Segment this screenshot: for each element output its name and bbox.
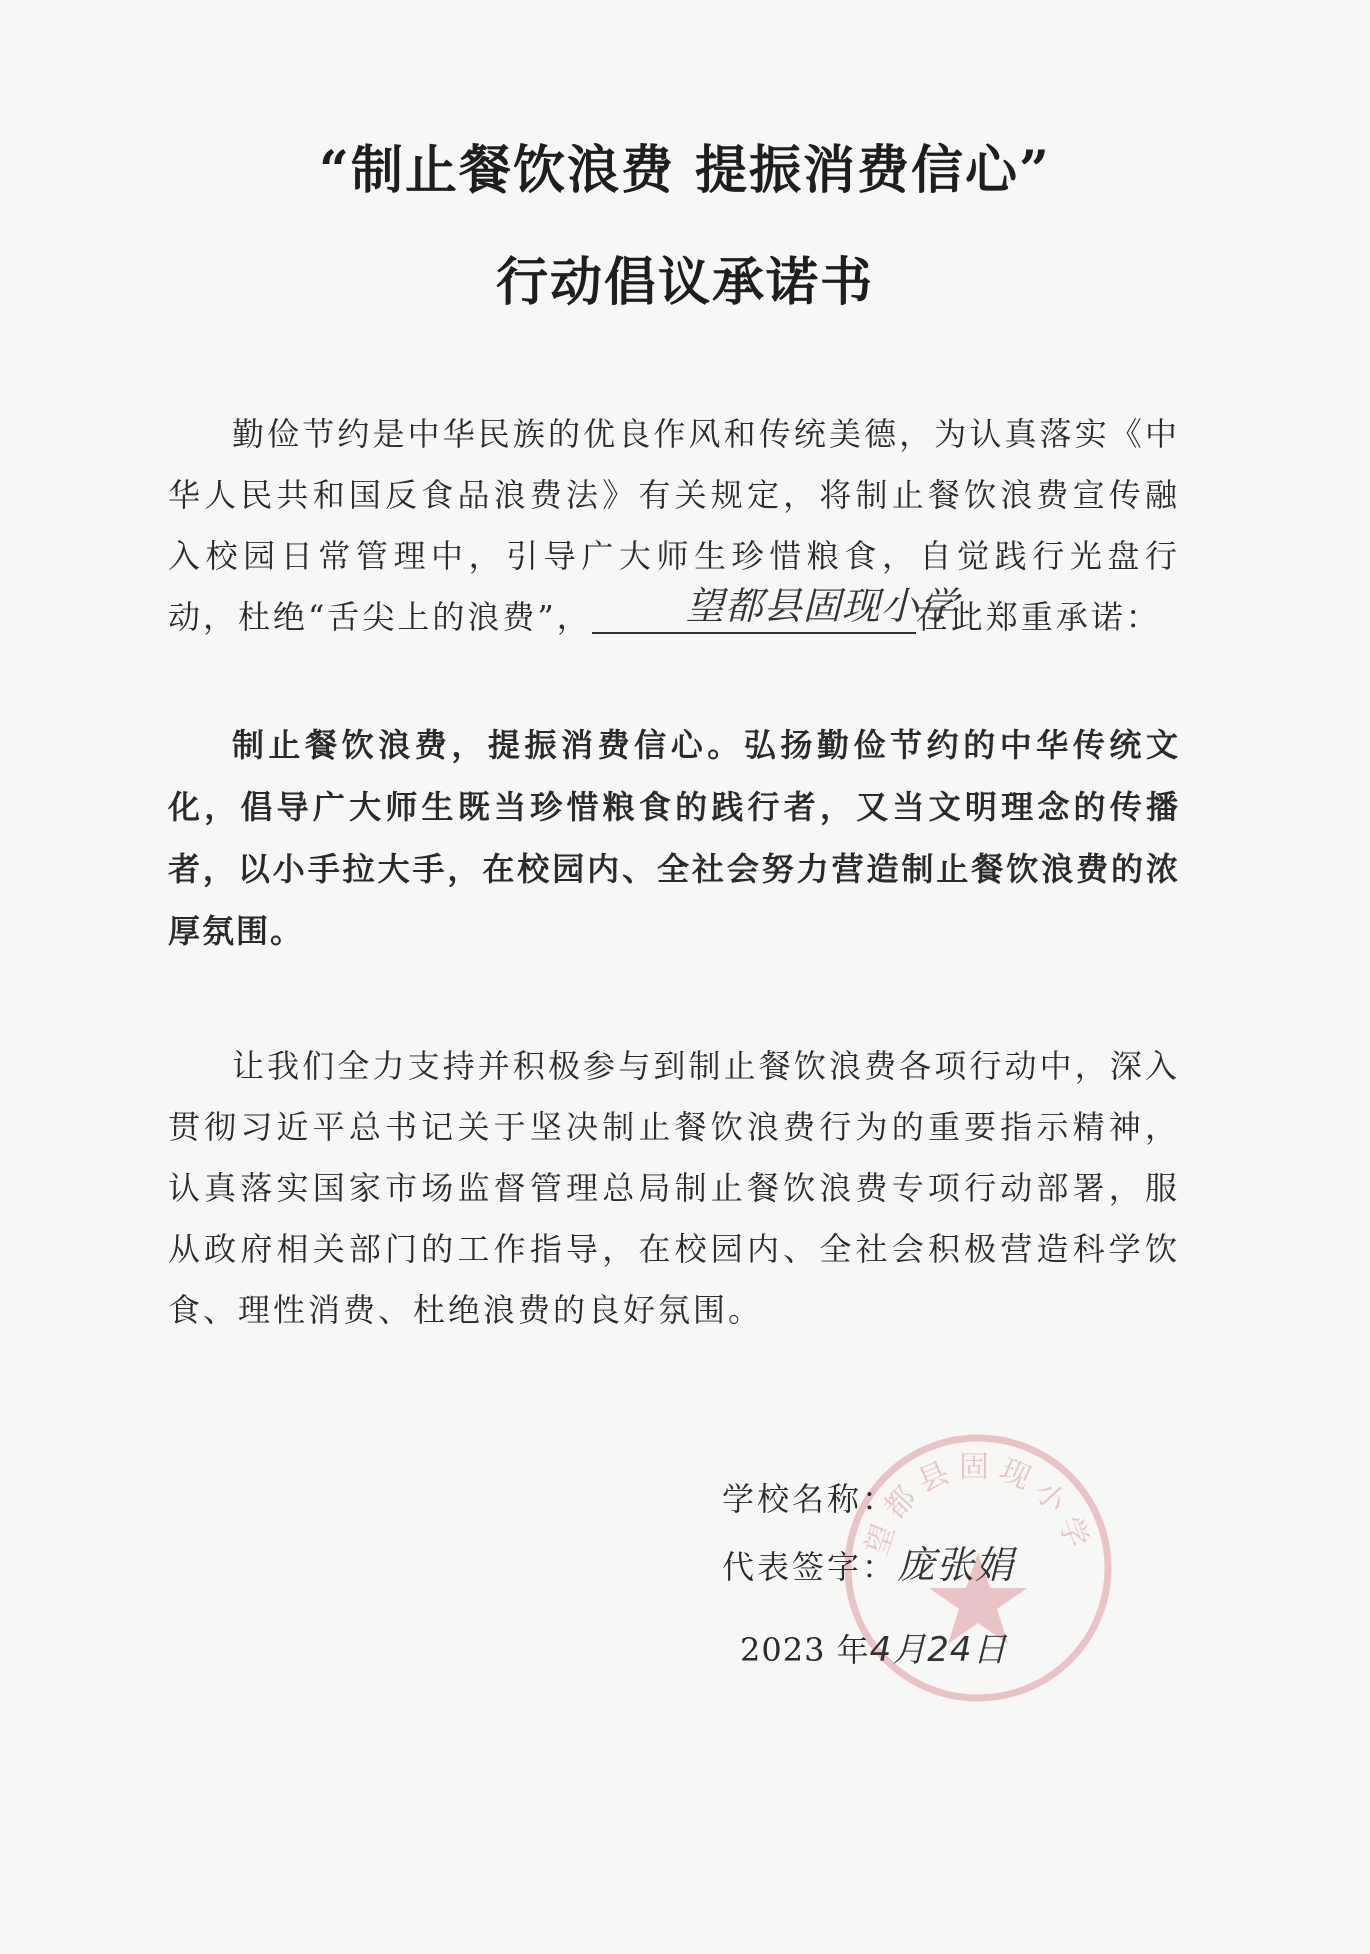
seal-arc-text: 望都县固现小学 (859, 1449, 1097, 1560)
handwritten-school-name: 望都县固现小学 (685, 584, 959, 628)
signature-date (740, 1622, 1008, 1671)
date-month-day: 4月24日 (869, 1630, 1008, 1670)
paragraph-commitment (168, 714, 1180, 962)
paragraph-intro-text: 勤俭节约是中华民族的优良作风和传统美德，为认真落实《中华人民共和国反食品浪费法》有关规定，将制止餐饮浪费宣传融入校园日常管理中，引导广大师生珍惜粮食，自觉践行光盘行动，杜绝“舌尖上的浪费”， (168, 415, 1180, 636)
title-line-2: 行动倡议承诺书 (495, 252, 874, 313)
date-year: 2023 (740, 1631, 826, 1669)
date-year-unit: 年 (836, 1631, 870, 1669)
representative-label: 代表签字： (722, 1548, 898, 1586)
representative-row (722, 1532, 1202, 1598)
school-name-blank (592, 584, 959, 634)
paragraph-call-to-action-text: 让我们全力支持并积极参与到制止餐饮浪费各项行动中，深入贯彻习近平总书记关于坚决制止餐饮浪费行为的重要指示精神，认真落实国家市场监督管理总局制止餐饮浪费专项行动部署，服从政府相关部门的工作指导，在校园内、全社会积极营造科学饮食、理性消费、杜绝浪费的良好氛围。 (168, 1047, 1180, 1329)
representative-signature: 庞张娟 (897, 1543, 1015, 1587)
school-name-row (722, 1466, 1202, 1532)
paragraph-commitment-text: 制止餐饮浪费，提振消费信心。弘扬勤俭节约的中华传统文化，倡导广大师生既当珍惜粮食的践行者，又当文明理念的传播者，以小手拉大手，在校园内、全社会努力营造制止餐饮浪费的浓厚氛围。 (168, 726, 1180, 950)
signature-block (722, 1466, 1202, 1598)
paragraph-call-to-action (168, 1036, 1180, 1341)
title-line-1: “制止餐饮浪费 提振消费信心” (319, 140, 1051, 201)
paragraph-intro-ending: 在此郑重承诺： (915, 598, 1161, 636)
paragraph-intro (168, 404, 1180, 648)
school-name-label: 学校名称： (722, 1480, 898, 1518)
